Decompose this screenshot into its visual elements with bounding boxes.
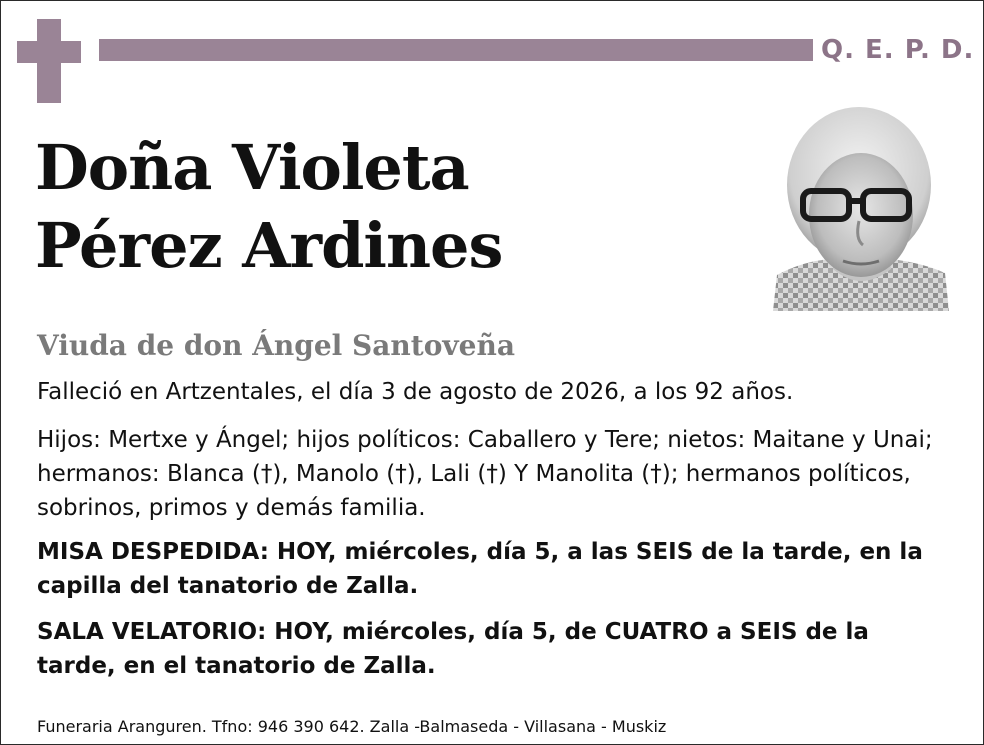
widow-of-subtitle: Viuda de don Ángel Santoveña [37,329,515,362]
mass-details: MISA DESPEDIDA: HOY, miércoles, día 5, a las SEIS de la tarde, en la capilla del tanatorio de Zalla. [37,539,923,599]
deceased-portrait [773,103,949,311]
cross-horizontal-bar [17,41,81,63]
death-notice: Falleció en Artzentales, el día 3 de agosto de 2026, a los 92 años. [37,379,794,405]
wake-details: SALA VELATORIO: HOY, miércoles, día 5, de CUATRO a SEIS de la tarde, en el tanatorio de Zalla. [37,619,869,679]
portrait-photo [773,103,949,311]
deceased-name [35,129,502,285]
family-list: Hijos: Mertxe y Ángel; hijos políticos: Caballero y Tere; nietos: Maitane y Unai; hermanos: Blanca (†), Manolo (†), Lali (†) Y Manolita (†); hermanos políticos, sobrinos, primos y demás familia. [37,427,933,521]
header-divider-bar [99,39,813,61]
deceased-name-line1: Doña Violeta [35,131,469,204]
funeral-home-footer: Funeraria Aranguren. Tfno: 946 390 642. Zalla -Balmaseda - Villasana - Muskiz [37,717,667,736]
deceased-name-line2: Pérez Ardines [35,209,503,282]
qepd-label: Q. E. P. D. [821,35,975,65]
